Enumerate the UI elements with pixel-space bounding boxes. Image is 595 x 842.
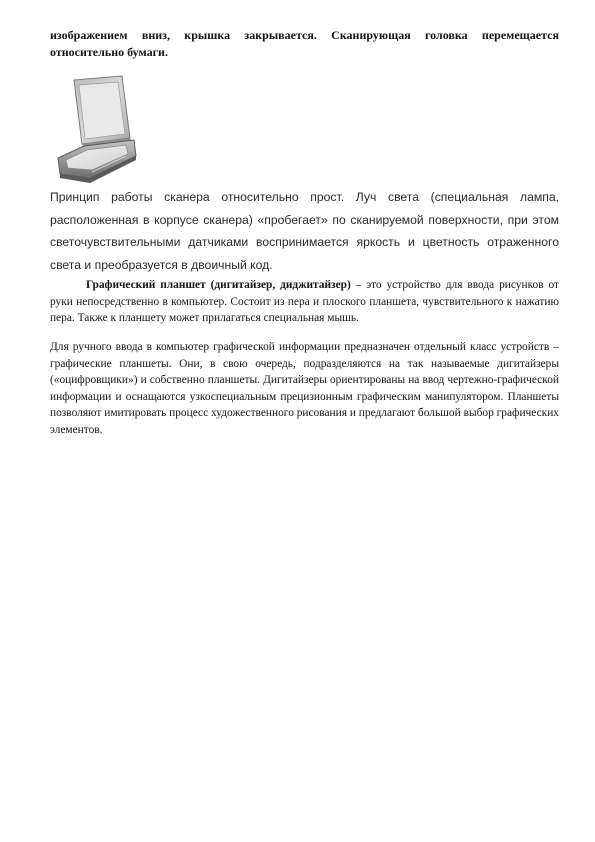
paragraph-graphics-tablet [50,277,559,327]
paragraph-input-devices: Для ручного ввода в компьютер графической информации предназначен отдельный класс устройств – графические планшеты. Они, в свою очередь, подразделяются на так называемые дигитайзеры («оцифровщики») и собственно планшеты. Дигитайзеры ориентированы на ввод чертежно-графической информации и оснащаются узкоспециальным прецизионным графическим манипулятором. Планшеты позволяют имитировать процесс художественного рисования и предлагают большой выбор графических элементов. [50,341,559,436]
definition-graphics-tablet: – это устройство для ввода рисунков от руки непосредственно в компьютер. Состоит из пера и плоского планшета, чувствительного к нажатию пера. Также к планшету может прилагаться специальная мышь. [50,279,559,324]
flatbed-scanner-icon [52,74,138,186]
term-graphics-tablet: Графический планшет (дигитайзер, диджитайзер) [86,279,351,291]
paragraph-scanner-principle: Принцип работы сканера относительно прост. Луч света (специальная лампа, расположенная в корпусе сканера) «пробегает» по сканируемой поверхности, при этом светочувствительными датчиками воспринимается яркость и цветность отраженного света и преобразуется в двоичный код. [50,190,559,272]
paragraph-scanner-lid: изображением вниз, крышка закрывается. Сканирующая головка перемещается относительно бумаги. [50,28,559,59]
